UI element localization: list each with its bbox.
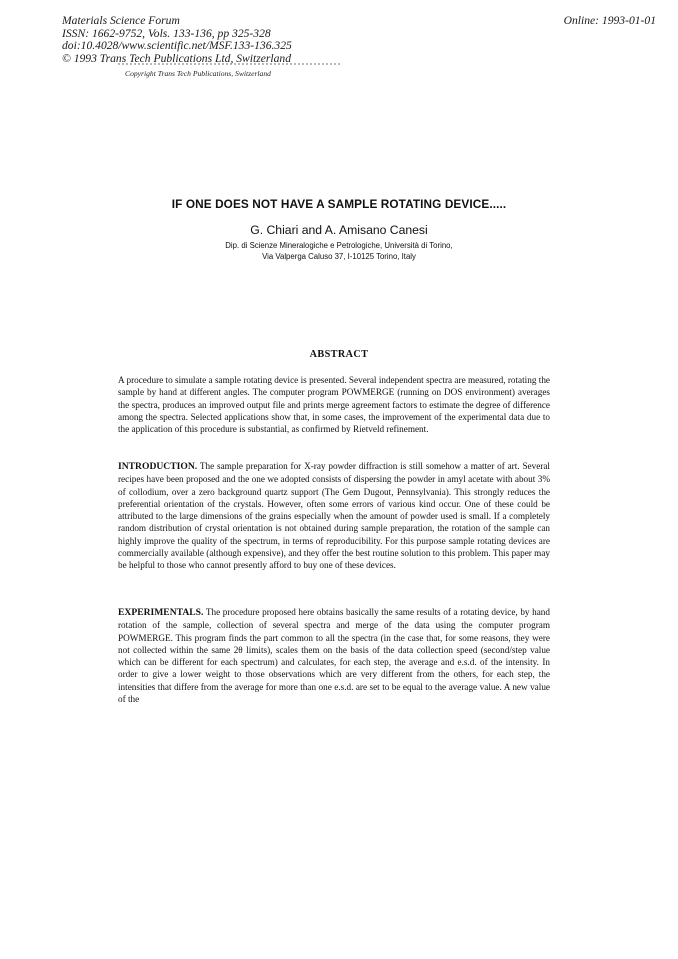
authors: G. Chiari and A. Amisano Canesi bbox=[250, 223, 428, 237]
introduction-paragraph bbox=[118, 460, 550, 572]
abstract-heading: ABSTRACT bbox=[309, 349, 369, 360]
introduction-text: The sample preparation for X-ray powder diffraction is still somehow a matter of art. Several recipes have been proposed and the one we adopted consists of dispersing the powder in amyl acetate with about 3% of collodium, over a zero background quartz support (The Gem Dugout, Pennsylvania). This strongly reduces the preferential orientation of the crystals. However, often some errors of various kind occur. One of these could be attributed to the large dimensions of the grains especially when the amount of powder used is small. If a completely random distribution of crystal orientation is not obtained during sample preparation, the rotation of the sample can highly improve the quality of the spectrum, in terms of reproducibility. For this purpose sample rotating devices are commercially available (although expensive), and they offer the best routine solution to this problem. This paper may be helpful to those who cannot presently afford to buy one of these devices. bbox=[118, 461, 550, 571]
introduction-heading: INTRODUCTION. bbox=[118, 461, 198, 472]
publisher-line: © 1993 Trans Tech Publications Ltd, Switzerland bbox=[62, 51, 292, 65]
doi-link[interactable]: doi:10.4028/www.scientific.net/MSF.133-136.325 bbox=[62, 39, 292, 53]
paper-title: IF ONE DOES NOT HAVE A SAMPLE ROTATING DEVICE..... bbox=[171, 197, 507, 211]
abstract-text: A procedure to simulate a sample rotating device is presented. Several independent spectra are measured, rotating the sample by hand at different angles. The computer program POWMERGE (running on DOS environment) averages the spectra, produces an improved output file and prints merge agreement factors to estimate the degree of difference among the spectra. Selected applications show that, in some cases, the improvement of the experimental data due to the application of this procedure is substantial, as confirmed by Rietveld refinement. bbox=[118, 375, 550, 435]
affiliation-line-1: Dip. di Scienze Mineralogiche e Petrologiche, Università di Torino, bbox=[225, 241, 453, 250]
experimentals-paragraph bbox=[118, 606, 550, 705]
journal-header bbox=[62, 15, 292, 65]
experimentals-text: The procedure proposed here obtains basically the same results of a rotating device, by hand rotation of the sample, collection of several spectra and merge of the data using the computer program POWMERGE. This program finds the part common to all the spectra (in the case that, for some reasons, they were not collected within the same 2θ limits), scales them on the basis of the data collection speed (second/step value which can be different for each spectrum) and calculates, for each step, the average and e.s.d. of the intensity. In order to give a lower weight to those observations which are very different from the others, for each step, the intensities that differe from the average for more than one e.s.d. are set to be equal to the average value. A new value of the bbox=[118, 607, 550, 705]
copyright-line: Copyright Trans Tech Publications, Switzerland bbox=[125, 69, 271, 78]
faded-journal-line bbox=[118, 63, 340, 68]
online-date: Online: 1993-01-01 bbox=[563, 14, 656, 27]
affiliation-line-2: Via Valperga Caluso 37, I-10125 Torino, Italy bbox=[262, 252, 416, 261]
issn-line: ISSN: 1662-9752, Vols. 133-136, pp 325-328 bbox=[62, 26, 271, 40]
experimentals-heading: EXPERIMENTALS. bbox=[118, 607, 204, 618]
journal-name: Materials Science Forum bbox=[62, 14, 180, 27]
